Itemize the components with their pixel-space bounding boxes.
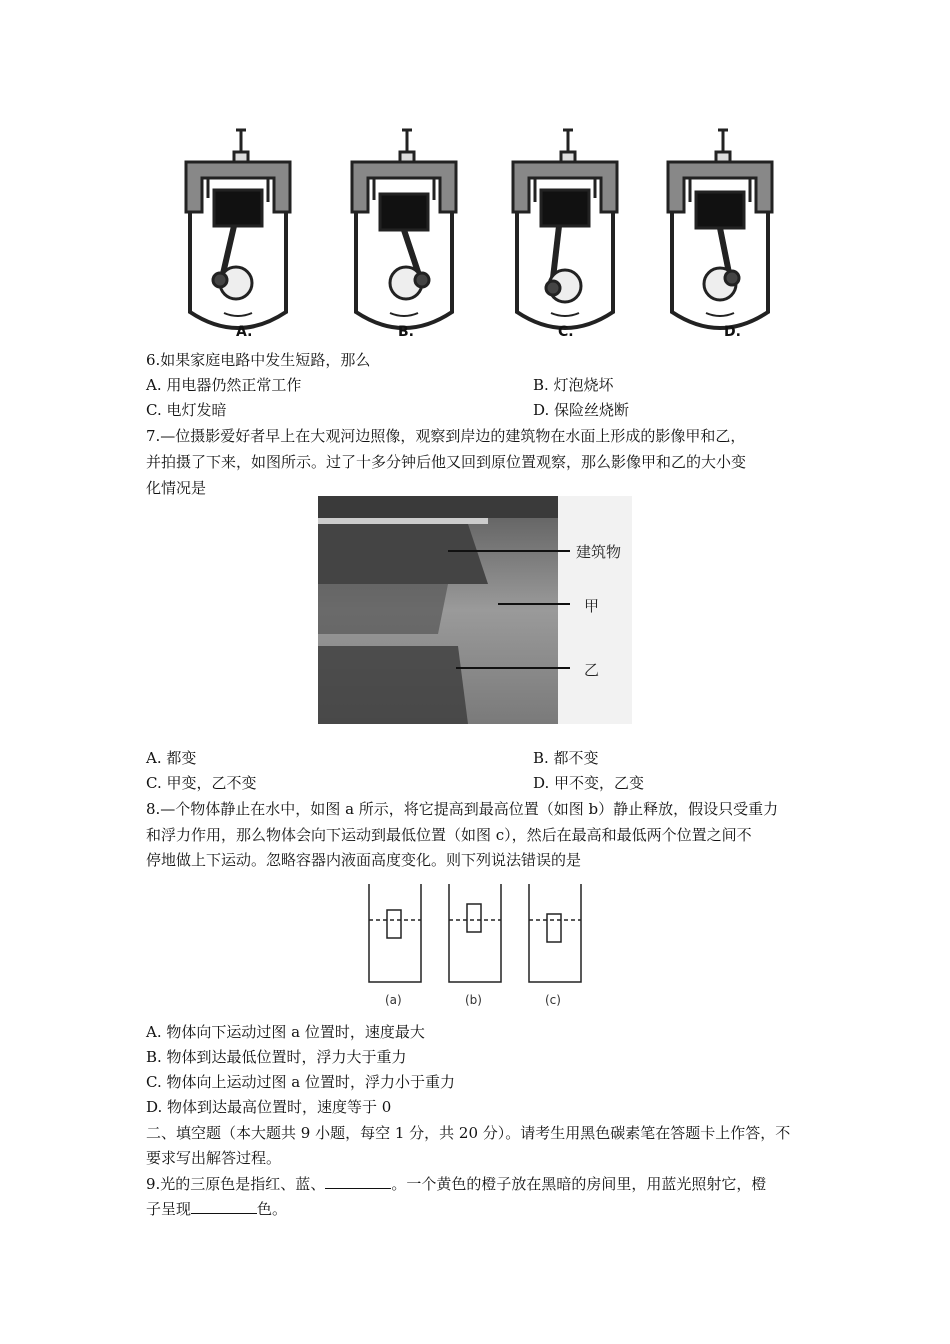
q9-blank-1[interactable] — [325, 1174, 391, 1189]
q8-option-a: A. 物体向下运动过图 a 位置时，速度最大 — [146, 1023, 425, 1041]
q7-stem-line2: 并拍摄了下来，如图所示。过了十多分钟后他又回到原位置观察，那么影像甲和乙的大小变 — [146, 453, 747, 471]
q6-option-d: D. 保险丝烧断 — [533, 401, 630, 419]
q7-option-a: A. 都变 — [146, 749, 197, 767]
photo-label-yi: 乙 — [584, 661, 600, 679]
q8-option-b: B. 物体到达最低位置时，浮力大于重力 — [146, 1048, 407, 1066]
figure-label-a: (a) — [385, 993, 402, 1007]
engine-diagram-d — [660, 128, 780, 344]
q9-text-part4: 色。 — [257, 1200, 288, 1218]
q7-option-b: B. 都不变 — [533, 749, 599, 767]
q8-stem-line2: 和浮力作用，那么物体会向下运动到最低位置（如图 c），然后在最高和最低两个位置之间不 — [146, 826, 752, 844]
engine-label-a: A. — [236, 324, 253, 340]
engine-label-b: B. — [398, 324, 414, 340]
engine-diagram-c — [505, 128, 625, 344]
q9-text-part1: 9.光的三原色是指红、蓝、 — [146, 1175, 326, 1193]
photo-label-building: 建筑物 — [576, 543, 622, 561]
section2-heading-line2: 要求写出解答过程。 — [146, 1149, 282, 1167]
section2-heading-line1: 二、填空题（本大题共 9 小题，每空 1 分，共 20 分）。请考生用黑色碳素笔在答题卡上作答，不 — [146, 1124, 791, 1142]
q7-stem-line1: 7.—位摄影爱好者早上在大观河边照像，观察到岸边的建筑物在水面上形成的影像甲和乙， — [146, 427, 746, 445]
engine-diagram-b — [344, 128, 464, 344]
floating-object-diagram — [365, 882, 585, 1012]
q8-option-d: D. 物体到达最高位置时，速度等于 0 — [146, 1098, 392, 1116]
q8-option-c: C. 物体向上运动过图 a 位置时，浮力小于重力 — [146, 1073, 455, 1091]
q7-option-d: D. 甲不变，乙变 — [533, 774, 645, 792]
engine-diagram-a — [178, 128, 298, 344]
q6-option-b: B. 灯泡烧坏 — [533, 376, 614, 394]
figure-label-c: (c) — [545, 993, 561, 1007]
q6-option-a: A. 用电器仍然正常工作 — [146, 376, 302, 394]
q7-stem-line3: 化情况是 — [146, 479, 207, 497]
engine-label-d: D. — [724, 324, 741, 340]
q7-option-c: C. 甲变，乙不变 — [146, 774, 257, 792]
q9-line2 — [146, 1199, 287, 1219]
q9-text-part2: 。一个黄色的橙子放在黑暗的房间里，用蓝光照射它，橙 — [391, 1175, 767, 1193]
q6-option-c: C. 电灯发暗 — [146, 401, 227, 419]
q6-stem: 6.如果家庭电路中发生短路，那么 — [146, 351, 371, 369]
q9-text-part3: 子呈现 — [146, 1200, 192, 1218]
q9-blank-2[interactable] — [191, 1199, 257, 1214]
figure-label-b: (b) — [465, 993, 482, 1007]
q9-line1 — [146, 1174, 766, 1194]
q8-stem-line1: 8.—个物体静止在水中，如图 a 所示，将它提高到最高位置（如图 b）静止释放，假设只受重力 — [146, 800, 779, 818]
photo-label-jia: 甲 — [584, 597, 600, 615]
q8-stem-line3: 停地做上下运动。忽略容器内液面高度变化。则下列说法错误的是 — [146, 851, 582, 869]
engine-label-c: C. — [558, 324, 574, 340]
